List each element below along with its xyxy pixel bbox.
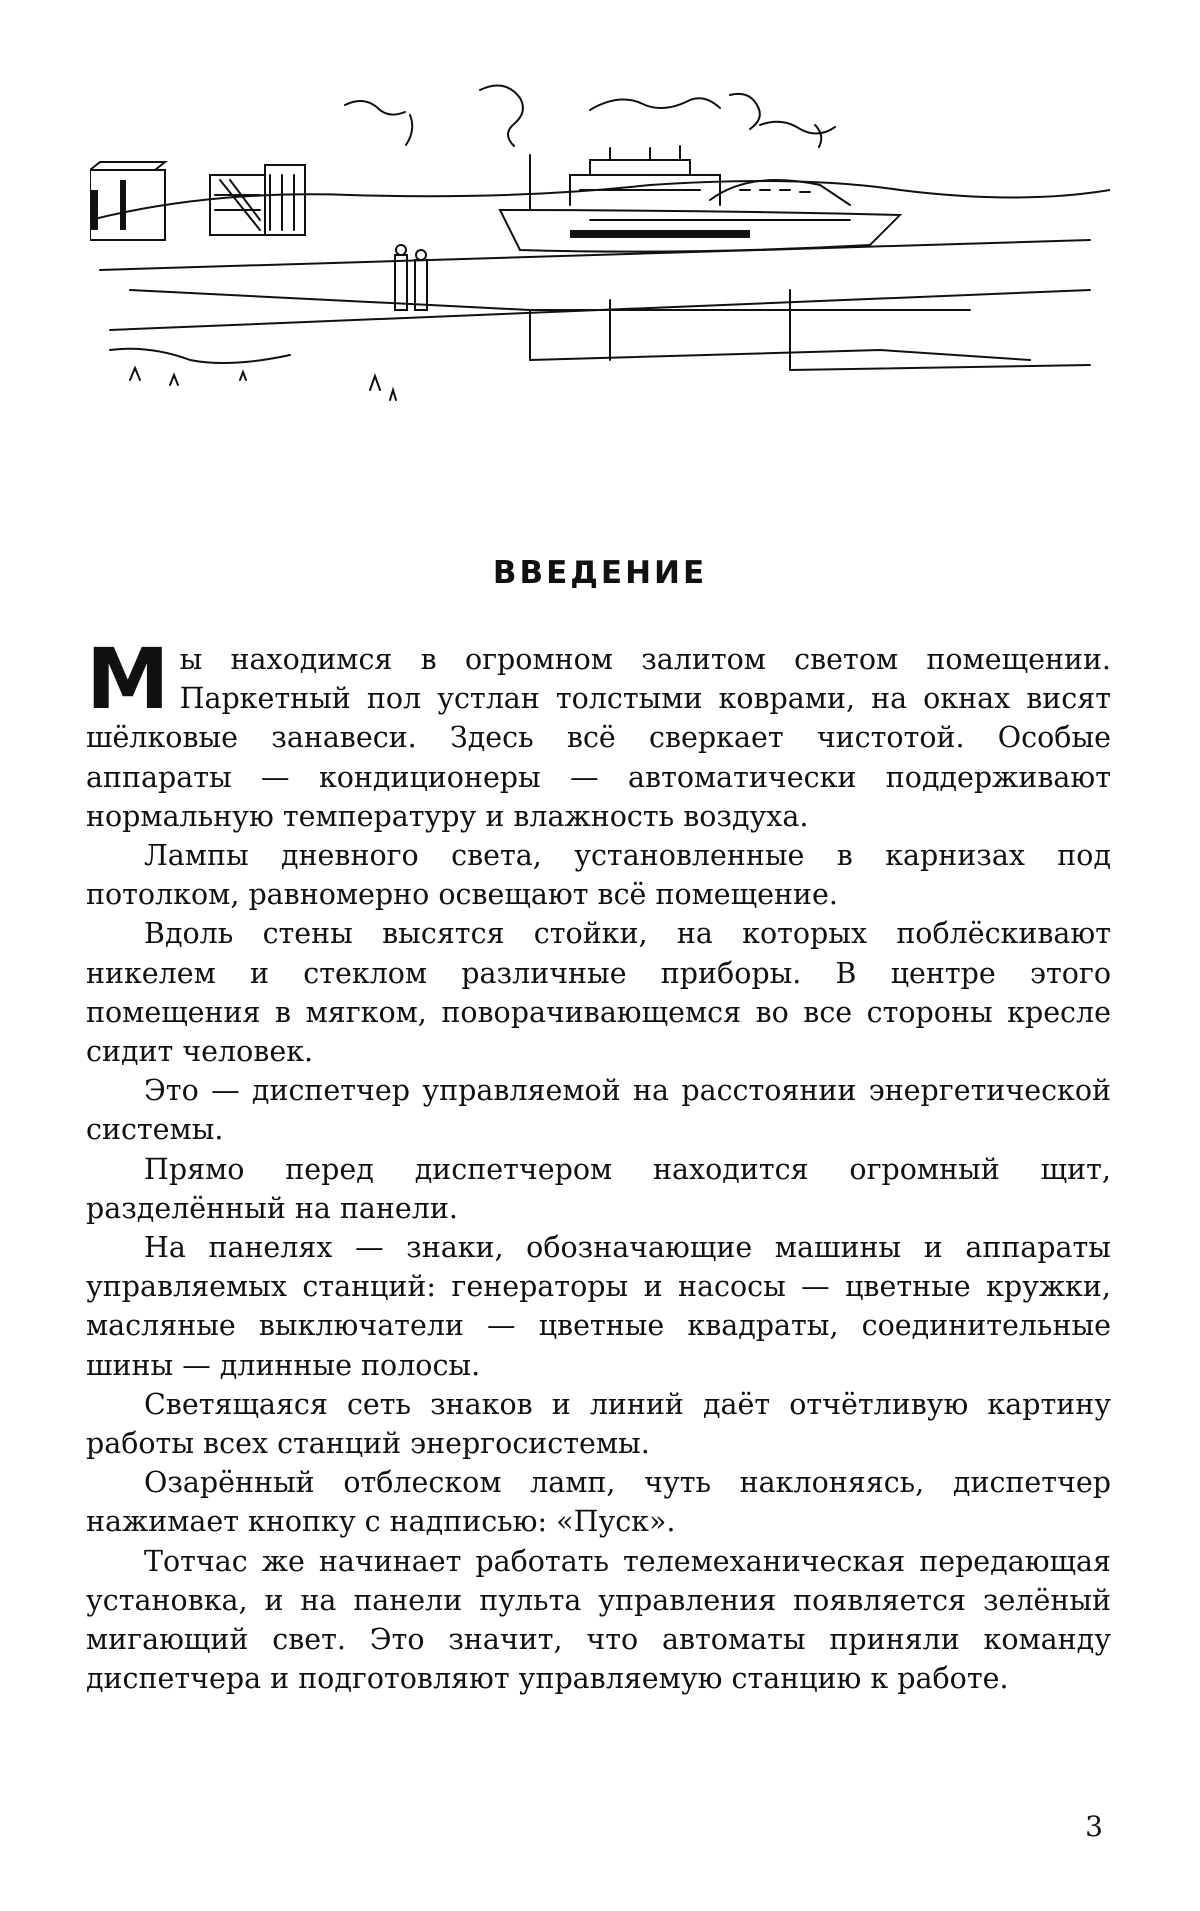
paragraph: Светящаяся сеть знаков и линий даёт отчётливую картину работы всех станций энергосистемы. — [86, 1387, 1111, 1461]
paragraph: На панелях — знаки, обозначающие машины и аппараты управляемых станций: генераторы и насосы — цветные кружки, масляные выключатели — цветные квадраты, соединительные шины — длинные полосы. — [86, 1231, 1111, 1382]
page-number: 3 — [1085, 1810, 1103, 1843]
paragraph: Лампы дневного света, установленные в карнизах под потолком, равномерно освещают всё помещение. — [86, 839, 1111, 912]
paragraph-text: ы находимся в огромном залитом светом помещении. Паркетный пол устлан толстыми коврами, на окнах висят шёлковые занавеси. Здесь всё сверкает чистотой. Особые аппараты — кондиционеры — автоматически поддерживают нормальную температуру и влажность воздуха. — [86, 643, 1111, 833]
chapter-title: ВВЕДЕНИЕ — [492, 555, 708, 591]
river-port-sketch-icon — [90, 80, 1110, 410]
chapter-body — [86, 630, 1111, 1698]
paragraph: Озарённый отблеском ламп, чуть наклоняясь, диспетчер нажимает кнопку с надписью: «Пуск». — [86, 1466, 1111, 1539]
paragraph — [86, 630, 1111, 836]
paragraph: Вдоль стены высятся стойки, на которых поблёскивают никелем и стеклом различные приборы. В центре этого помещения в мягком, поворачивающемся во все стороны кресле сидит человек. — [86, 917, 1111, 1069]
paragraph: Прямо перед диспетчером находится огромный щит, разделённый на панели. — [86, 1152, 1111, 1225]
paragraph: Тотчас же начинает работать телемеханическая передающая установка, и на панели пульта управления появляется зелёный мигающий свет. Это значит, что автоматы приняли команду диспетчера и подготовляют управляемую станцию к работе. — [86, 1544, 1111, 1696]
drop-cap: М — [86, 630, 170, 728]
paragraph: Это — диспетчер управляемой на расстоянии энергетической системы. — [86, 1074, 1111, 1147]
